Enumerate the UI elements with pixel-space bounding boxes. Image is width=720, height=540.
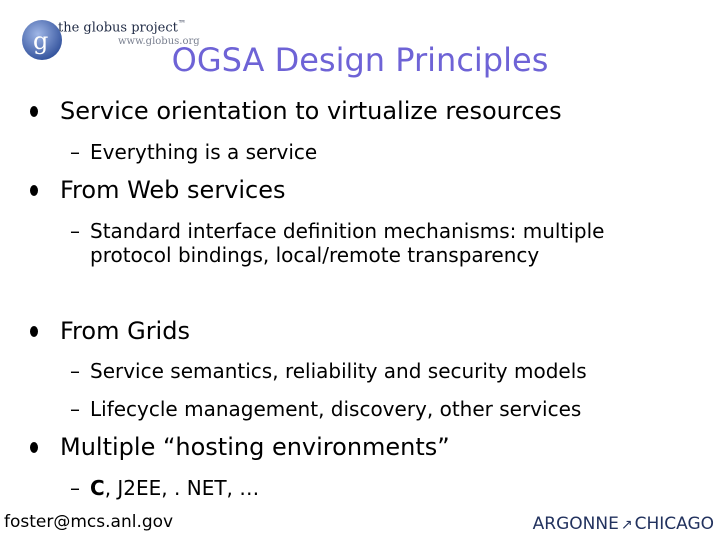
logo-name xyxy=(58,19,186,35)
sub-bullet-text: Service semantics, reliability and security models xyxy=(90,359,587,383)
sub-bullet-dash: – xyxy=(70,359,80,383)
sub-bullet-dash: – xyxy=(70,397,80,421)
logo-trademark: ™ xyxy=(177,19,186,28)
bullet-dot xyxy=(30,185,38,196)
svg-text:g: g xyxy=(33,27,49,55)
sub-bullet-text: Standard interface definition mechanisms: multiple protocol bindings, local/remote transparency xyxy=(90,219,605,267)
sub-bullet-everything-service xyxy=(70,140,710,164)
sub-bullet-dash: – xyxy=(70,140,80,164)
bullet-hosting-environments: Multiple “hosting environments” xyxy=(60,433,450,461)
footer-org-logo xyxy=(533,514,714,534)
slide-title: OGSA Design Principles xyxy=(171,41,549,79)
bullet-service-orientation: Service orientation to virtualize resources xyxy=(60,97,562,125)
sub-bullet-dash: – xyxy=(70,219,80,243)
bullet-web-services: From Web services xyxy=(60,176,286,204)
sub-bullet-dash: – xyxy=(70,476,80,500)
footer-email: foster@mcs.anl.gov xyxy=(4,512,174,532)
bullet-dot xyxy=(30,326,38,337)
bullet-from-grids: From Grids xyxy=(60,317,190,345)
footer-chicago: CHICAGO xyxy=(634,514,714,534)
sub-bullet-platforms xyxy=(70,476,710,500)
footer-argonne: ARGONNE xyxy=(532,514,619,534)
sub-bullet-service-semantics xyxy=(70,359,710,383)
arrow-icon: ↗ xyxy=(620,517,633,533)
sub-bullet-standard-interface xyxy=(70,219,630,267)
sub-bullet-text: Lifecycle management, discovery, other services xyxy=(90,397,582,421)
sub-bullet-lifecycle xyxy=(70,397,710,421)
sub-bullet-text xyxy=(90,476,710,500)
bullet-dot xyxy=(30,106,38,117)
logo-name-text: the globus project xyxy=(58,20,178,36)
platform-c: C xyxy=(90,476,105,500)
sub-bullet-text: Everything is a service xyxy=(90,140,318,164)
platform-rest: , J2EE, . NET, … xyxy=(104,476,260,500)
bullet-dot xyxy=(30,442,38,453)
logo-url: www.globus.org xyxy=(118,36,200,47)
